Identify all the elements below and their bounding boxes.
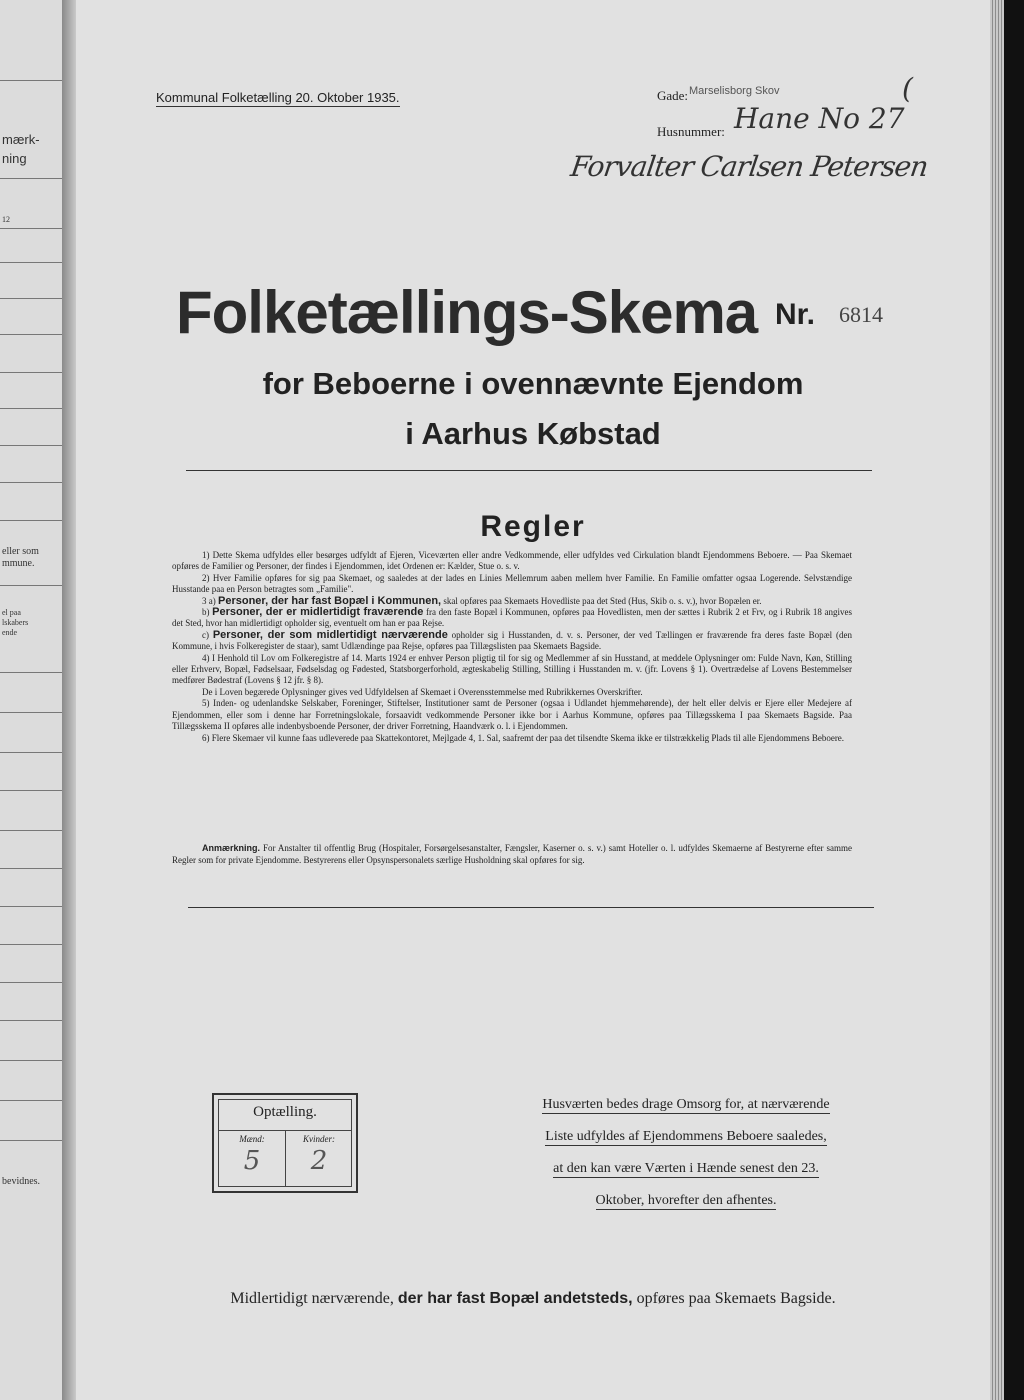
remark xyxy=(172,842,852,866)
left-page-rule xyxy=(0,1060,62,1061)
left-page-rule xyxy=(0,906,62,907)
rule-6: 6) Flere Skemaer vil kunne faas udleverede paa Skattekontoret, Mejlgade 4, 1. Sal, saafremt der paa det tilsendte Skema ikke er tilstrækkelig Plads til alle Ejendommens Beboere. xyxy=(202,732,845,743)
rule-5: 5) Inden- og udenlandske Selskaber, Foreninger, Stiftelser, Institutioner samt de Personer (ogsaa i Udlandet hjemmehørende), der helt eller delvis er Ejere eller Medejere af Ejendommen, eller som i denne har Forretningslokale, forsaavidt vedkommende Personer ikke bor i Aarhus Kommune, opføres paa Tillægsskema I paa Skemaets Bagside. Paa Tillægsskema II opføres alle indenbysboende Personer, der driver Forretning, Haandværk o. l. i Ejendommen. xyxy=(172,698,852,732)
house-number-label: Husnummer: xyxy=(657,124,725,139)
count-box-inner xyxy=(218,1099,352,1187)
form-number: 6814 xyxy=(839,302,883,327)
left-page-rule xyxy=(0,1020,62,1021)
left-page-fragment: mmune. xyxy=(2,558,35,569)
rules-text xyxy=(172,550,852,744)
form-nr-label: Nr. xyxy=(775,298,816,331)
rule-3c-number: c) xyxy=(202,629,209,640)
men-label: Mænd: xyxy=(239,1134,265,1144)
rule-3a-number: 3 a) xyxy=(202,595,216,606)
left-page-rule xyxy=(0,1100,62,1101)
left-page-rule xyxy=(0,482,62,483)
handwritten-name: Forvalter Carlsen Petersen xyxy=(568,150,930,183)
census-form-page xyxy=(76,0,990,1400)
left-page-fragment: ning xyxy=(2,151,27,166)
landlord-notice xyxy=(516,1096,856,1224)
rule-3b-heading: Personer, der er midlertidigt fraværende xyxy=(212,606,424,619)
footer-note xyxy=(76,1290,990,1308)
rule-3b-number: b) xyxy=(202,607,210,618)
census-title: Kommunal Folketælling 20. Oktober 1935. xyxy=(156,90,400,105)
rule-3a-heading: Personer, der har fast Bopæl i Kommunen, xyxy=(218,594,442,607)
left-page-rule xyxy=(0,228,62,229)
rule-3b-text: fra den faste Bopæl i Kommunen, opføres paa Hovedlisten, men der sættes i Rubrik 2 et Frv, og i Rubrik 18 angives det Sted, hvor han midlertidigt opholder sig, eventuelt om han er paa Rejse. xyxy=(172,607,852,629)
women-label: Kvinder: xyxy=(303,1134,335,1144)
count-box-title: Optælling. xyxy=(253,1104,317,1120)
left-page-rule xyxy=(0,712,62,713)
men-count: 5 xyxy=(243,1146,261,1176)
left-page-rule xyxy=(0,262,62,263)
left-page-rule xyxy=(0,1140,62,1141)
left-page-rule xyxy=(0,944,62,945)
left-page-fragment: 12 xyxy=(2,215,10,224)
divider-top xyxy=(186,470,872,471)
left-page-rule xyxy=(0,672,62,673)
rule-3c-heading: Personer, der som midlertidigt nærværende xyxy=(212,628,448,641)
footer-part1: Midlertidigt nærværende, xyxy=(230,1290,394,1307)
remark-text: For Anstalter til offentlig Brug (Hospitaler, Forsørgelsesanstalter, Fængsler, Kaserner o. s. v.) samt Hoteller o. l. udfyldes Skemaerne af Bestyrerne efter samme Regler som for private Ejendomme. Bestyrerens eller Opsynspersonalets særlige Husholdning skal opføres for sig. xyxy=(172,843,852,865)
left-facing-page xyxy=(0,0,64,1400)
remark-label: Anmærkning. xyxy=(202,843,261,853)
rule-3c xyxy=(172,630,852,653)
form-subtitle-line2: i Aarhus Købstad xyxy=(405,416,661,451)
left-page-rule xyxy=(0,752,62,753)
footer-part3: opføres paa Skemaets Bagside. xyxy=(636,1290,836,1307)
left-page-rule xyxy=(0,408,62,409)
notice-line: Husværten bedes drage Omsorg for, at nærværende xyxy=(542,1097,830,1112)
rule-3c-text: opholder sig i Husstanden, d. v. s. Personer, der ved Tællingen er fraværende fra deres faste Bopæl (den Kommune, i hvis Folkeregister de staar), samt Udlændinge paa Rejse, opføres paa Tillægslisten paa Skemaets Bagside. xyxy=(172,629,853,652)
notice-line: at den kan være Værten i Hænde senest den 23. xyxy=(553,1161,819,1176)
left-page-fragment: el paa xyxy=(2,608,21,617)
notice-line: Liste udfyldes af Ejendommens Beboere saaledes, xyxy=(545,1129,827,1144)
left-page-fragment: ende xyxy=(2,628,18,637)
left-page-rule xyxy=(0,982,62,983)
page-stack-edge xyxy=(990,0,1004,1400)
rule-3a-text: skal opføres paa Skemaets Hovedliste paa det Sted (Hus, Skib o. s. v.), hvor Bopælen er. xyxy=(443,595,762,606)
form-title: Folketællings-Skema xyxy=(176,279,758,346)
left-page-fragment: mærk- xyxy=(2,132,40,147)
left-page-rule xyxy=(0,80,62,81)
left-page-fragment: lskabers xyxy=(2,618,29,627)
house-number-value: Hane No 27 xyxy=(734,102,905,135)
rule-3b xyxy=(172,607,852,630)
left-page-rule xyxy=(0,520,62,521)
divider-bottom xyxy=(188,907,874,908)
left-page-fragment: bevidnes. xyxy=(2,1176,41,1187)
street-label: Gade: xyxy=(657,88,689,103)
rules-heading: Regler xyxy=(480,510,586,543)
left-page-rule xyxy=(0,178,62,179)
left-page-rule xyxy=(0,830,62,831)
left-page-fragment: eller som xyxy=(2,546,39,557)
corner-mark: ( xyxy=(902,72,913,105)
rule-4: 4) I Henhold til Lov om Folkeregistre af 14. Marts 1924 er enhver Person pligtig til for sig og Medlemmer af sin Husstand, at meddele Oplysninger om: Fulde Navn, Køn, Stilling eller Erhverv, Bopæl, Fødselsaar, Fødselsdag og Fødested, Statsborgerforhold, ægteskabelig Stilling, Stilling i Husstanden m. v. (jfr. Lovens § 1). Overtrædelse af Lovens Bestemmelser medfører Bødestraf (Lovens § 12 jfr. § 8). xyxy=(172,652,852,686)
left-page-rule xyxy=(0,372,62,373)
rule-4-continued: De i Loven begærede Oplysninger gives ved Udfyldelsen af Skemaet i Overensstemmelse med Rubrikkernes Overskrifter. xyxy=(202,686,643,697)
rule-1: 1) Dette Skema udfyldes eller besørges udfyldt af Ejeren, Viceværten eller andre Vedkommende, eller udfyldes ved Cirkulation blandt Ejendommens Beboere. — Paa Skemaet opføres de Familier og Personer, der findes i Ejendommen, idet Ordenen er: Kælder, Stue o. s. v. xyxy=(172,550,852,572)
form-subtitle-line1: for Beboerne i ovennævnte Ejendom xyxy=(262,366,804,401)
left-page-rule xyxy=(0,298,62,299)
rule-2: 2) Hver Familie opføres for sig paa Skemaet, og saaledes at der lades en Linies Mellemrum aaben mellem hver Familie. En Familie omfatter ogsaa Logerende. Selvstændige Husstande paa en Person betragtes som „Familie". xyxy=(172,572,852,595)
left-page-rule xyxy=(0,868,62,869)
left-page-rule xyxy=(0,585,62,586)
street-value: Marselisborg Skov xyxy=(689,85,780,97)
notice-line: Oktober, hvorefter den afhentes. xyxy=(595,1193,777,1208)
women-count: 2 xyxy=(310,1146,328,1176)
left-page-rule xyxy=(0,790,62,791)
left-page-rule xyxy=(0,334,62,335)
count-box xyxy=(212,1093,358,1193)
footer-part2: der har fast Bopæl andetsteds, xyxy=(397,1290,633,1307)
book-spine xyxy=(62,0,76,1400)
left-page-rule xyxy=(0,445,62,446)
